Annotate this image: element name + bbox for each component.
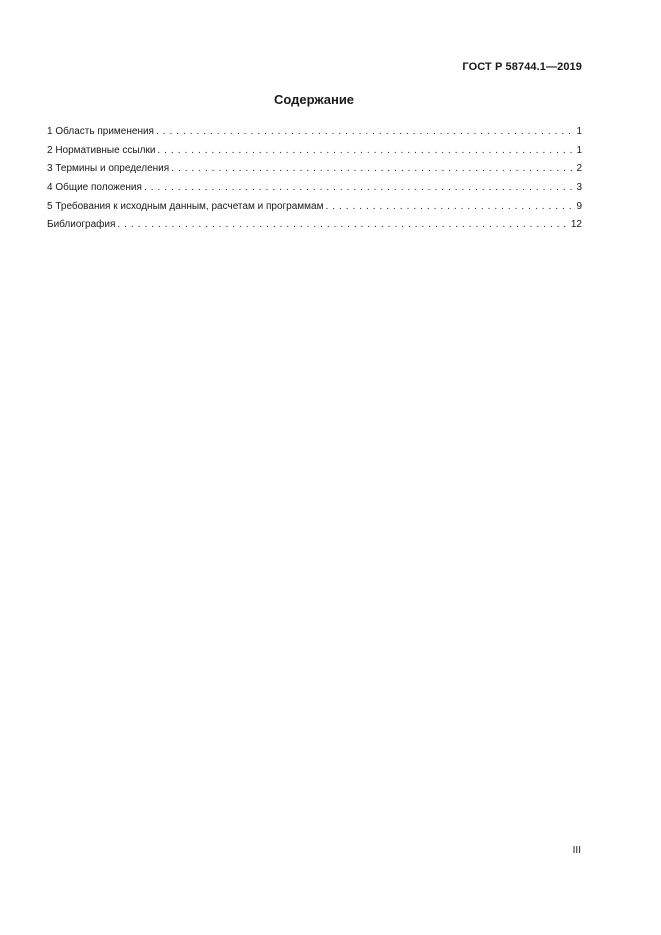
toc-entry-label: 2 Нормативные ссылки — [47, 144, 156, 156]
toc-entry-terms-definitions[interactable] — [47, 160, 582, 179]
toc-entry-page: 12 — [570, 219, 582, 231]
toc-entry-scope[interactable] — [47, 123, 582, 142]
toc-dot-leader — [144, 179, 576, 198]
toc-entry-page: 9 — [576, 200, 582, 212]
toc-entry-page: 3 — [576, 182, 582, 194]
toc-entry-label: 5 Требования к исходным данным, расчетам и программам — [47, 200, 324, 212]
toc-dot-leader — [117, 216, 569, 235]
toc-entry-label: Библиография — [47, 219, 116, 231]
toc-title: Содержание — [273, 92, 355, 107]
toc-dot-leader — [325, 198, 575, 217]
toc-entry-label: 1 Область применения — [47, 126, 154, 137]
toc-dot-leader — [171, 160, 575, 179]
toc-entry-page: 1 — [576, 144, 582, 156]
toc-entry-page: 2 — [576, 163, 582, 175]
page-number: III — [572, 845, 581, 856]
toc-entry-bibliography[interactable] — [47, 216, 582, 235]
document-code: ГОСТ Р 58744.1—2019 — [462, 61, 582, 73]
toc-entry-requirements[interactable] — [47, 198, 582, 217]
toc-entry-page: 1 — [576, 126, 582, 137]
toc-dot-leader — [157, 142, 575, 161]
table-of-contents — [47, 123, 582, 235]
toc-entry-normative-references[interactable] — [47, 142, 582, 161]
toc-entry-label: 4 Общие положения — [47, 182, 142, 194]
toc-entry-label: 3 Термины и определения — [47, 163, 170, 175]
toc-entry-general-provisions[interactable] — [47, 179, 582, 198]
toc-dot-leader — [156, 123, 575, 142]
